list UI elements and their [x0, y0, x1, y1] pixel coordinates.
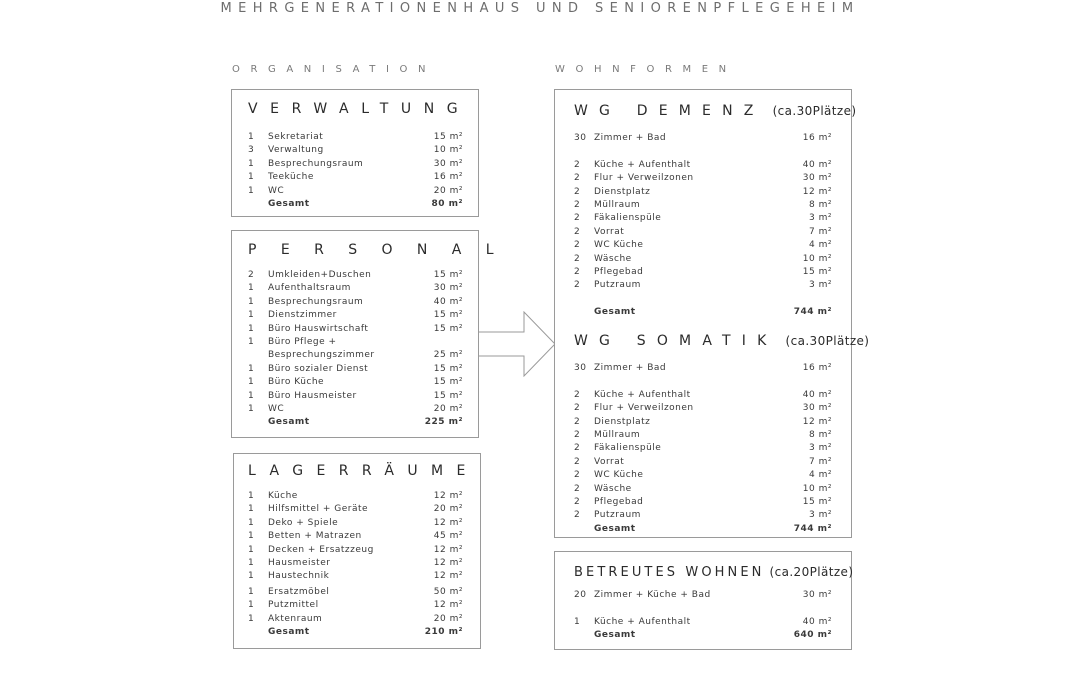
section-title-organisation: ORGANISATION — [232, 64, 437, 75]
list-item — [248, 349, 463, 362]
list-item — [574, 226, 832, 239]
list-item — [248, 323, 463, 336]
qty: 1 — [248, 504, 255, 515]
area: 40 m² — [802, 389, 832, 400]
area: 20 m² — [433, 185, 463, 196]
list-item — [574, 159, 832, 172]
personal-list — [248, 269, 463, 430]
list-item — [248, 309, 463, 322]
section-title-wohnformen: WOHNFORMEN — [555, 64, 737, 75]
room-name: Pflegebad — [594, 496, 644, 507]
qty: 1 — [248, 336, 255, 347]
list-item — [248, 613, 463, 626]
qty: 1 — [248, 283, 255, 294]
verwaltung-title — [248, 101, 470, 117]
area: 15 m² — [433, 363, 463, 374]
list-item — [248, 282, 463, 295]
qty: 1 — [248, 310, 255, 321]
room-name: Wäsche — [594, 483, 632, 494]
room-name: Wäsche — [594, 253, 632, 264]
wg-demenz-list — [574, 132, 832, 319]
qty: 2 — [574, 443, 581, 454]
area: 40 m² — [802, 159, 832, 170]
list-item — [574, 442, 832, 455]
list-item — [248, 503, 463, 516]
area: 12 m² — [433, 491, 463, 501]
room-name: Hausmeister — [268, 557, 331, 568]
room-name: Betten + Matrazen — [268, 531, 362, 542]
list-item — [574, 402, 832, 415]
betreutes-wohnen-title — [574, 564, 853, 580]
total-label: Gesamt — [594, 630, 636, 641]
total-row — [574, 629, 832, 642]
room-name: Putzraum — [594, 280, 641, 291]
room-name: Umkleiden+Duschen — [268, 270, 372, 280]
qty: 2 — [574, 186, 581, 197]
qty: 1 — [248, 491, 255, 501]
room-name: Büro Hausmeister — [268, 390, 357, 401]
room-name: Zimmer + Bad — [594, 133, 667, 143]
area: 12 m² — [433, 517, 463, 528]
area: 16 m² — [802, 363, 832, 373]
room-name: Verwaltung — [268, 145, 324, 156]
list-item — [574, 362, 832, 375]
total-row — [574, 306, 832, 319]
list-item — [574, 199, 832, 212]
area: 15 m² — [433, 270, 463, 280]
list-item — [248, 376, 463, 389]
room-name: Hilfsmittel + Geräte — [268, 504, 369, 515]
personal-box — [231, 230, 518, 438]
list-item — [248, 158, 463, 171]
qty: 2 — [248, 270, 255, 280]
list-item — [574, 266, 832, 279]
room-name: WC Küche — [594, 240, 644, 251]
qty: 30 — [574, 363, 587, 373]
list-item — [574, 293, 832, 306]
qty: 2 — [574, 253, 581, 264]
total-label: Gesamt — [268, 626, 310, 637]
room-name: Sekretariat — [268, 132, 324, 142]
qty: 2 — [574, 240, 581, 251]
qty: 1 — [248, 132, 255, 142]
area: 20 m² — [433, 403, 463, 414]
total-row — [248, 198, 463, 211]
area: 30 m² — [433, 158, 463, 169]
room-name: Küche + Aufenthalt — [594, 389, 691, 400]
list-item — [574, 172, 832, 185]
qty: 2 — [574, 199, 581, 210]
room-name: Aufenthaltsraum — [268, 283, 351, 294]
qty: 2 — [574, 213, 581, 224]
betreutes-wohnen-title-text: BETREUTES WOHNEN — [574, 565, 765, 580]
area: 30 m² — [802, 173, 832, 184]
list-item — [248, 599, 463, 612]
list-item — [574, 456, 832, 469]
area: 3 m² — [809, 443, 832, 454]
qty: 2 — [574, 470, 581, 481]
total-row — [574, 523, 832, 536]
qty: 2 — [574, 483, 581, 494]
room-name: Zimmer + Küche + Bad — [594, 590, 711, 600]
area: 12 m² — [802, 186, 832, 197]
qty: 2 — [574, 389, 581, 400]
area: 15 m² — [433, 390, 463, 401]
lagerraeume-list — [248, 490, 463, 639]
list-item — [574, 469, 832, 482]
area: 25 m² — [433, 350, 463, 361]
total-value: 640 m² — [793, 630, 832, 641]
room-name: Besprechungsraum — [268, 296, 364, 307]
list-item — [248, 490, 463, 503]
room-name: Putzmittel — [268, 600, 319, 611]
area: 12 m² — [802, 416, 832, 427]
wg-demenz-capacity: (ca.30Plätze) — [772, 104, 857, 118]
list-item — [248, 544, 463, 557]
total-row — [248, 416, 463, 429]
area: 12 m² — [433, 544, 463, 555]
list-item — [574, 616, 832, 629]
qty: 1 — [248, 571, 255, 582]
room-name: Putzraum — [594, 510, 641, 521]
area: 10 m² — [802, 483, 832, 494]
room-name: Flur + Verweilzonen — [594, 403, 694, 414]
qty: 1 — [248, 158, 255, 169]
qty: 2 — [574, 280, 581, 291]
room-name: WC — [268, 403, 285, 414]
qty: 1 — [248, 517, 255, 528]
room-name: Fäkalienspüle — [594, 443, 662, 454]
qty: 2 — [574, 173, 581, 184]
personal-title-text: PERSONAL — [248, 242, 518, 258]
area: 15 m² — [433, 323, 463, 334]
room-name: Haustechnik — [268, 571, 330, 582]
area: 3 m² — [809, 280, 832, 291]
wohnformen-wg-box — [554, 89, 870, 538]
list-item — [574, 509, 832, 522]
area: 16 m² — [433, 172, 463, 183]
area: 3 m² — [809, 213, 832, 224]
room-name: Flur + Verweilzonen — [594, 173, 694, 184]
area: 15 m² — [433, 377, 463, 388]
room-name: Besprechungsraum — [268, 158, 364, 169]
qty: 2 — [574, 456, 581, 467]
wg-demenz-title — [574, 103, 856, 119]
room-name: Büro Küche — [268, 377, 325, 388]
room-name: Büro sozialer Dienst — [268, 363, 369, 374]
area: 3 m² — [809, 510, 832, 521]
verwaltung-title-text: VERWALTUNG — [248, 101, 471, 117]
area: 30 m² — [802, 403, 832, 414]
total-value: 225 m² — [424, 417, 463, 428]
area: 8 m² — [809, 199, 832, 210]
room-name: Vorrat — [594, 226, 625, 237]
list-item — [574, 416, 832, 429]
area: 12 m² — [433, 600, 463, 611]
room-name: Besprechungszimmer — [268, 350, 375, 361]
room-name: Teeküche — [268, 172, 314, 183]
area: 30 m² — [802, 590, 832, 600]
room-name: Fäkalienspüle — [594, 213, 662, 224]
qty: 1 — [248, 403, 255, 414]
wg-somatik-title-text: WG SOMATIK — [574, 333, 778, 349]
room-name: Pflegebad — [594, 266, 644, 277]
wg-somatik-title — [574, 333, 869, 349]
betreutes-wohnen-box — [554, 551, 852, 650]
area: 10 m² — [433, 145, 463, 156]
qty: 1 — [248, 544, 255, 555]
page-title: MEHRGENERATIONENHAUS UND SENIORENPFLEGEHEIM — [220, 1, 860, 16]
list-item — [248, 171, 463, 184]
qty: 2 — [574, 416, 581, 427]
list-item — [248, 517, 463, 530]
qty: 20 — [574, 590, 587, 600]
total-label: Gesamt — [594, 307, 636, 318]
lagerraeume-title-text: LAGERRÄUME — [248, 463, 479, 479]
area: 15 m² — [802, 266, 832, 277]
lagerraeume-box — [233, 453, 481, 649]
area: 7 m² — [809, 456, 832, 467]
arrow-right-icon — [478, 311, 558, 377]
room-name: Küche — [268, 491, 298, 501]
area: 16 m² — [802, 133, 832, 143]
list-item — [248, 296, 463, 309]
total-label: Gesamt — [268, 198, 310, 209]
list-item — [574, 483, 832, 496]
room-name: WC — [268, 185, 285, 196]
list-item — [248, 336, 463, 349]
room-name: Küche + Aufenthalt — [594, 159, 691, 170]
list-item — [574, 186, 832, 199]
qty: 1 — [248, 172, 255, 183]
total-value: 80 m² — [431, 198, 463, 209]
list-item — [574, 496, 832, 509]
list-item — [248, 570, 463, 583]
room-name: Küche + Aufenthalt — [594, 616, 691, 627]
verwaltung-box — [231, 89, 479, 217]
qty: 1 — [248, 323, 255, 334]
list-item — [574, 279, 832, 292]
area: 8 m² — [809, 429, 832, 440]
area: 30 m² — [433, 283, 463, 294]
list-item — [248, 390, 463, 403]
qty: 1 — [248, 531, 255, 542]
room-name: Dienstplatz — [594, 186, 651, 197]
qty: 2 — [574, 429, 581, 440]
qty: 30 — [574, 133, 587, 143]
qty: 1 — [248, 363, 255, 374]
area: 40 m² — [802, 616, 832, 627]
list-item — [574, 212, 832, 225]
qty: 2 — [574, 496, 581, 507]
wg-demenz-title-text: WG DEMENZ — [574, 103, 765, 119]
total-value: 210 m² — [424, 626, 463, 637]
area: 12 m² — [433, 557, 463, 568]
area: 15 m² — [802, 496, 832, 507]
room-name: Dienstplatz — [594, 416, 651, 427]
room-name: WC Küche — [594, 470, 644, 481]
list-item — [248, 403, 463, 416]
list-item — [248, 269, 463, 282]
total-value: 744 m² — [793, 307, 832, 318]
qty: 1 — [248, 296, 255, 307]
area: 45 m² — [433, 531, 463, 542]
qty: 1 — [248, 390, 255, 401]
list-item — [248, 144, 463, 157]
area: 15 m² — [433, 132, 463, 142]
list-item — [574, 132, 832, 145]
total-label: Gesamt — [594, 523, 636, 534]
list-item — [574, 389, 832, 402]
room-name: Aktenraum — [268, 613, 323, 624]
qty: 1 — [248, 557, 255, 568]
qty: 1 — [248, 586, 255, 597]
list-item — [574, 429, 832, 442]
room-name: Büro Pflege + — [268, 336, 337, 347]
wg-somatik-capacity: (ca.30Plätze) — [785, 334, 870, 348]
qty: 1 — [248, 377, 255, 388]
qty: 1 — [248, 613, 255, 624]
wg-somatik-list — [574, 362, 832, 536]
qty: 1 — [574, 616, 581, 627]
qty: 2 — [574, 510, 581, 521]
area: 40 m² — [433, 296, 463, 307]
area: 50 m² — [433, 586, 463, 597]
area: 20 m² — [433, 613, 463, 624]
room-name: Müllraum — [594, 429, 641, 440]
qty: 2 — [574, 159, 581, 170]
qty: 2 — [574, 226, 581, 237]
betreutes-wohnen-list — [574, 589, 832, 643]
room-name: Vorrat — [594, 456, 625, 467]
list-item — [248, 185, 463, 198]
list-item — [574, 239, 832, 252]
area: 15 m² — [433, 310, 463, 321]
qty: 2 — [574, 403, 581, 414]
total-label: Gesamt — [268, 417, 310, 428]
list-item — [248, 131, 463, 144]
betreutes-wohnen-capacity: (ca.20Plätze) — [769, 565, 854, 579]
list-item — [248, 363, 463, 376]
list-item — [574, 253, 832, 266]
list-item — [248, 586, 463, 599]
qty: 1 — [248, 600, 255, 611]
area: 20 m² — [433, 504, 463, 515]
area: 4 m² — [809, 470, 832, 481]
qty: 2 — [574, 266, 581, 277]
area: 7 m² — [809, 226, 832, 237]
area: 10 m² — [802, 253, 832, 264]
qty: 1 — [248, 185, 255, 196]
room-name: Ersatzmöbel — [268, 586, 330, 597]
list-item — [248, 530, 463, 543]
verwaltung-list — [248, 131, 463, 211]
personal-title — [248, 242, 518, 258]
room-name: Müllraum — [594, 199, 641, 210]
total-row — [248, 626, 463, 639]
room-name: Zimmer + Bad — [594, 363, 667, 373]
area: 4 m² — [809, 240, 832, 251]
room-name: Deko + Spiele — [268, 517, 339, 528]
list-item — [574, 589, 832, 602]
lagerraeume-title — [248, 463, 479, 479]
room-name: Büro Hauswirtschaft — [268, 323, 369, 334]
list-item — [248, 557, 463, 570]
room-name: Dienstzimmer — [268, 310, 337, 321]
area: 12 m² — [433, 571, 463, 582]
qty: 3 — [248, 145, 255, 156]
room-name: Decken + Ersatzzeug — [268, 544, 374, 555]
total-value: 744 m² — [793, 523, 832, 534]
